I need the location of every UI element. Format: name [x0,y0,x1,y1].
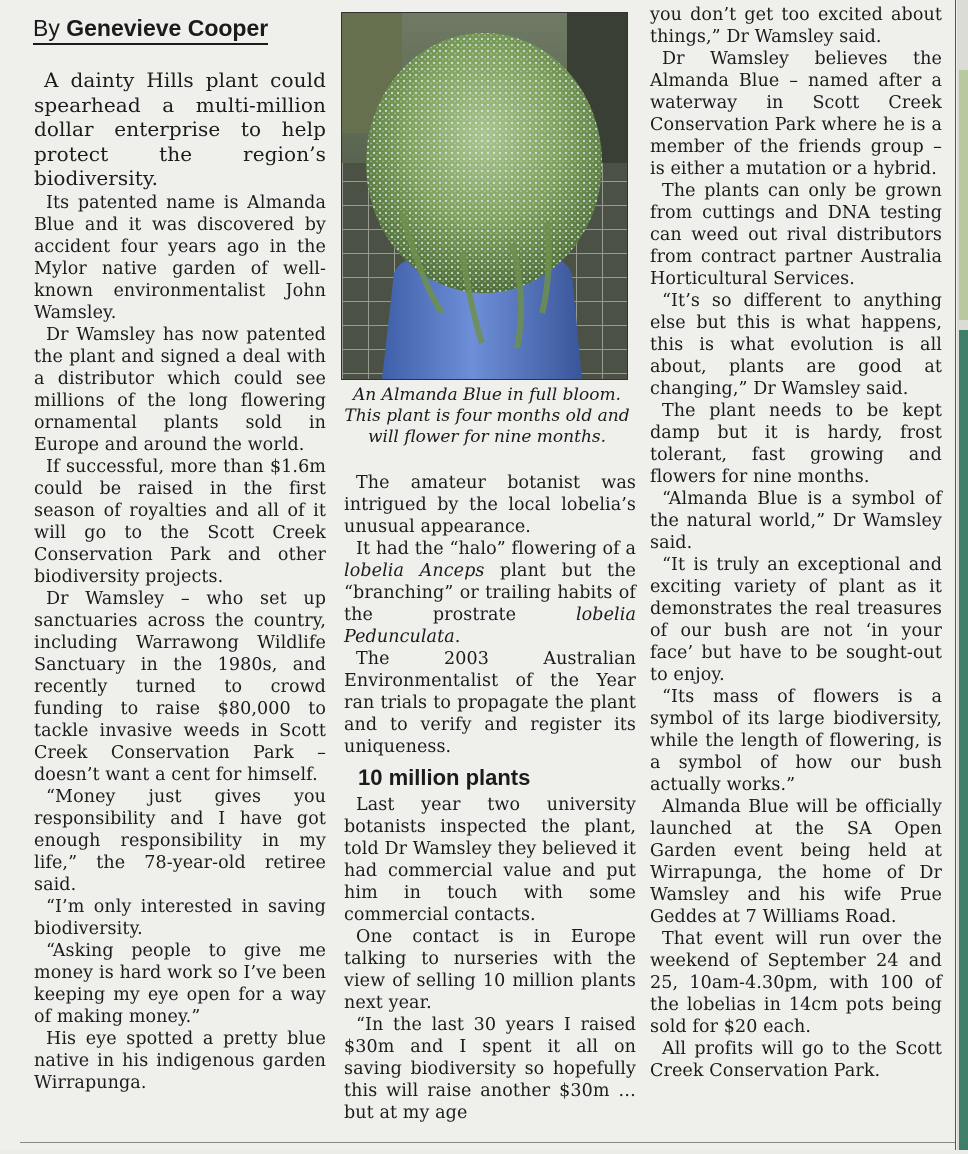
column-3 [650,4,942,1082]
paragraph: you don’t get too excited about things,” Dr Wamsley said. [650,5,942,47]
page-edge-rule [955,0,956,1150]
species-name: lobelia Anceps [344,561,485,581]
subheading: 10 million plants [358,765,531,790]
column-2 [344,472,636,1124]
photo-caption: An Almanda Blue in full bloom. This plant is four months old and will flower for nine months. [344,385,630,447]
adjacent-page-edge [957,0,968,1150]
paragraph: Last year two university botanists inspected the plant, told Dr Wamsley they believed it had commercial value and put him in touch with some commercial contacts. [344,795,636,925]
paragraph: “I’m only interested in saving biodiversity. [34,896,326,939]
paragraph: “It’s so different to anything else but this is what happens, this is what evolution is all about, plants are good at changing,” Dr Wamsley said. [650,291,942,399]
paragraph: “It is truly an exceptional and exciting variety of plant as it demonstrates the real treasures of our bush are not ‘in your face’ but have to be sought-out to enjoy. [650,555,942,685]
paragraph: Almanda Blue will be officially launched at the SA Open Garden event being held at Wirrapunga, the home of Dr Wamsley and his wife Prue Geddes at 7 Williams Road. [650,797,942,927]
paragraph: “Almanda Blue is a symbol of the natural world,” Dr Wamsley said. [650,489,942,553]
paragraph: The plant needs to be kept damp but it is hardy, frost tolerant, fast growing and flowers for nine months. [650,401,942,487]
paragraph: All profits will go to the Scott Creek Conservation Park. [650,1039,942,1081]
plant-photo [341,12,628,380]
paragraph: “Its mass of flowers is a symbol of its large biodiversity, while the length of flowering, is a symbol of how our bush actually works.” [650,687,942,795]
paragraph: The amateur botanist was intrigued by the local lobelia’s unusual appearance. [344,473,636,537]
paragraph-text: . [454,627,461,647]
paragraph: “Money just gives you responsibility and I have got enough responsibility in my life,” the 78-year-old retiree said. [34,786,326,895]
paragraph: Its patented name is Almanda Blue and it was discovered by accident four years ago in the Mylor native garden of well-known environmentalist John Wamsley. [34,192,326,323]
paragraph: That event will run over the weekend of September 24 and 25, 10am-4.30pm, with 100 of the lobelias in 14cm pots being sold for $20 each. [650,929,942,1037]
plant-photo-image [342,13,627,379]
paragraph: The plants can only be grown from cuttings and DNA testing can weed out rival distributors from contract partner Australia Horticultural Services. [650,181,942,289]
lead-paragraph: A dainty Hills plant could spearhead a multi-million dollar enterprise to help protect the region’s biodiversity. [34,68,326,190]
paragraph-text: It had the “halo” flowering of a [356,539,636,559]
paragraph-text: plant but the “branching” or trailing habits of the prostrate [344,561,636,625]
paragraph: One contact is in Europe talking to nurseries with the view of selling 10 million plants next year. [344,927,636,1013]
byline-author: Genevieve Cooper [66,15,269,41]
paragraph: The 2003 Australian Environmentalist of the Year ran trials to propagate the plant and to verify and register its uniqueness. [344,649,636,757]
column-1 [34,68,326,1094]
species-name: lobelia Pedunculata [344,605,636,647]
paragraph: Dr Wamsley – who set up sanctuaries across the country, including Warrawong Wildlife Sanctuary in the 1980s, and recently turned to crowd funding to raise $80,000 to tackle invasive weeds in Scott Creek Conservation Park – doesn’t want a cent for himself. [34,588,326,785]
paragraph: Dr Wamsley has now patented the plant and signed a deal with a distributor which could see millions of the long flowering ornamental plants sold in Europe and around the world. [34,324,326,455]
paragraph: His eye spotted a pretty blue native in his indigenous garden Wirrapunga. [34,1028,326,1093]
paragraph: Dr Wamsley believes the Almanda Blue – named after a waterway in Scott Creek Conservation Park where he is a member of the friends group – is either a mutation or a hybrid. [650,49,942,179]
byline [33,14,268,45]
paragraph: If successful, more than $1.6m could be raised in the first season of royalties and all of it will go to the Scott Creek Conservation Park and other biodiversity projects. [34,456,326,587]
paragraph [344,538,636,648]
bottom-rule [20,1142,955,1143]
paragraph: “In the last 30 years I raised $30m and I spent it all on saving biodiversity so hopefully this will raise another $30m … but at my age [344,1015,636,1123]
adjacent-page-strip [957,0,968,1150]
paragraph: “Asking people to give me money is hard work so I’ve been keeping my eye open for a way of making money.” [34,940,326,1027]
byline-prefix: By [33,15,60,41]
